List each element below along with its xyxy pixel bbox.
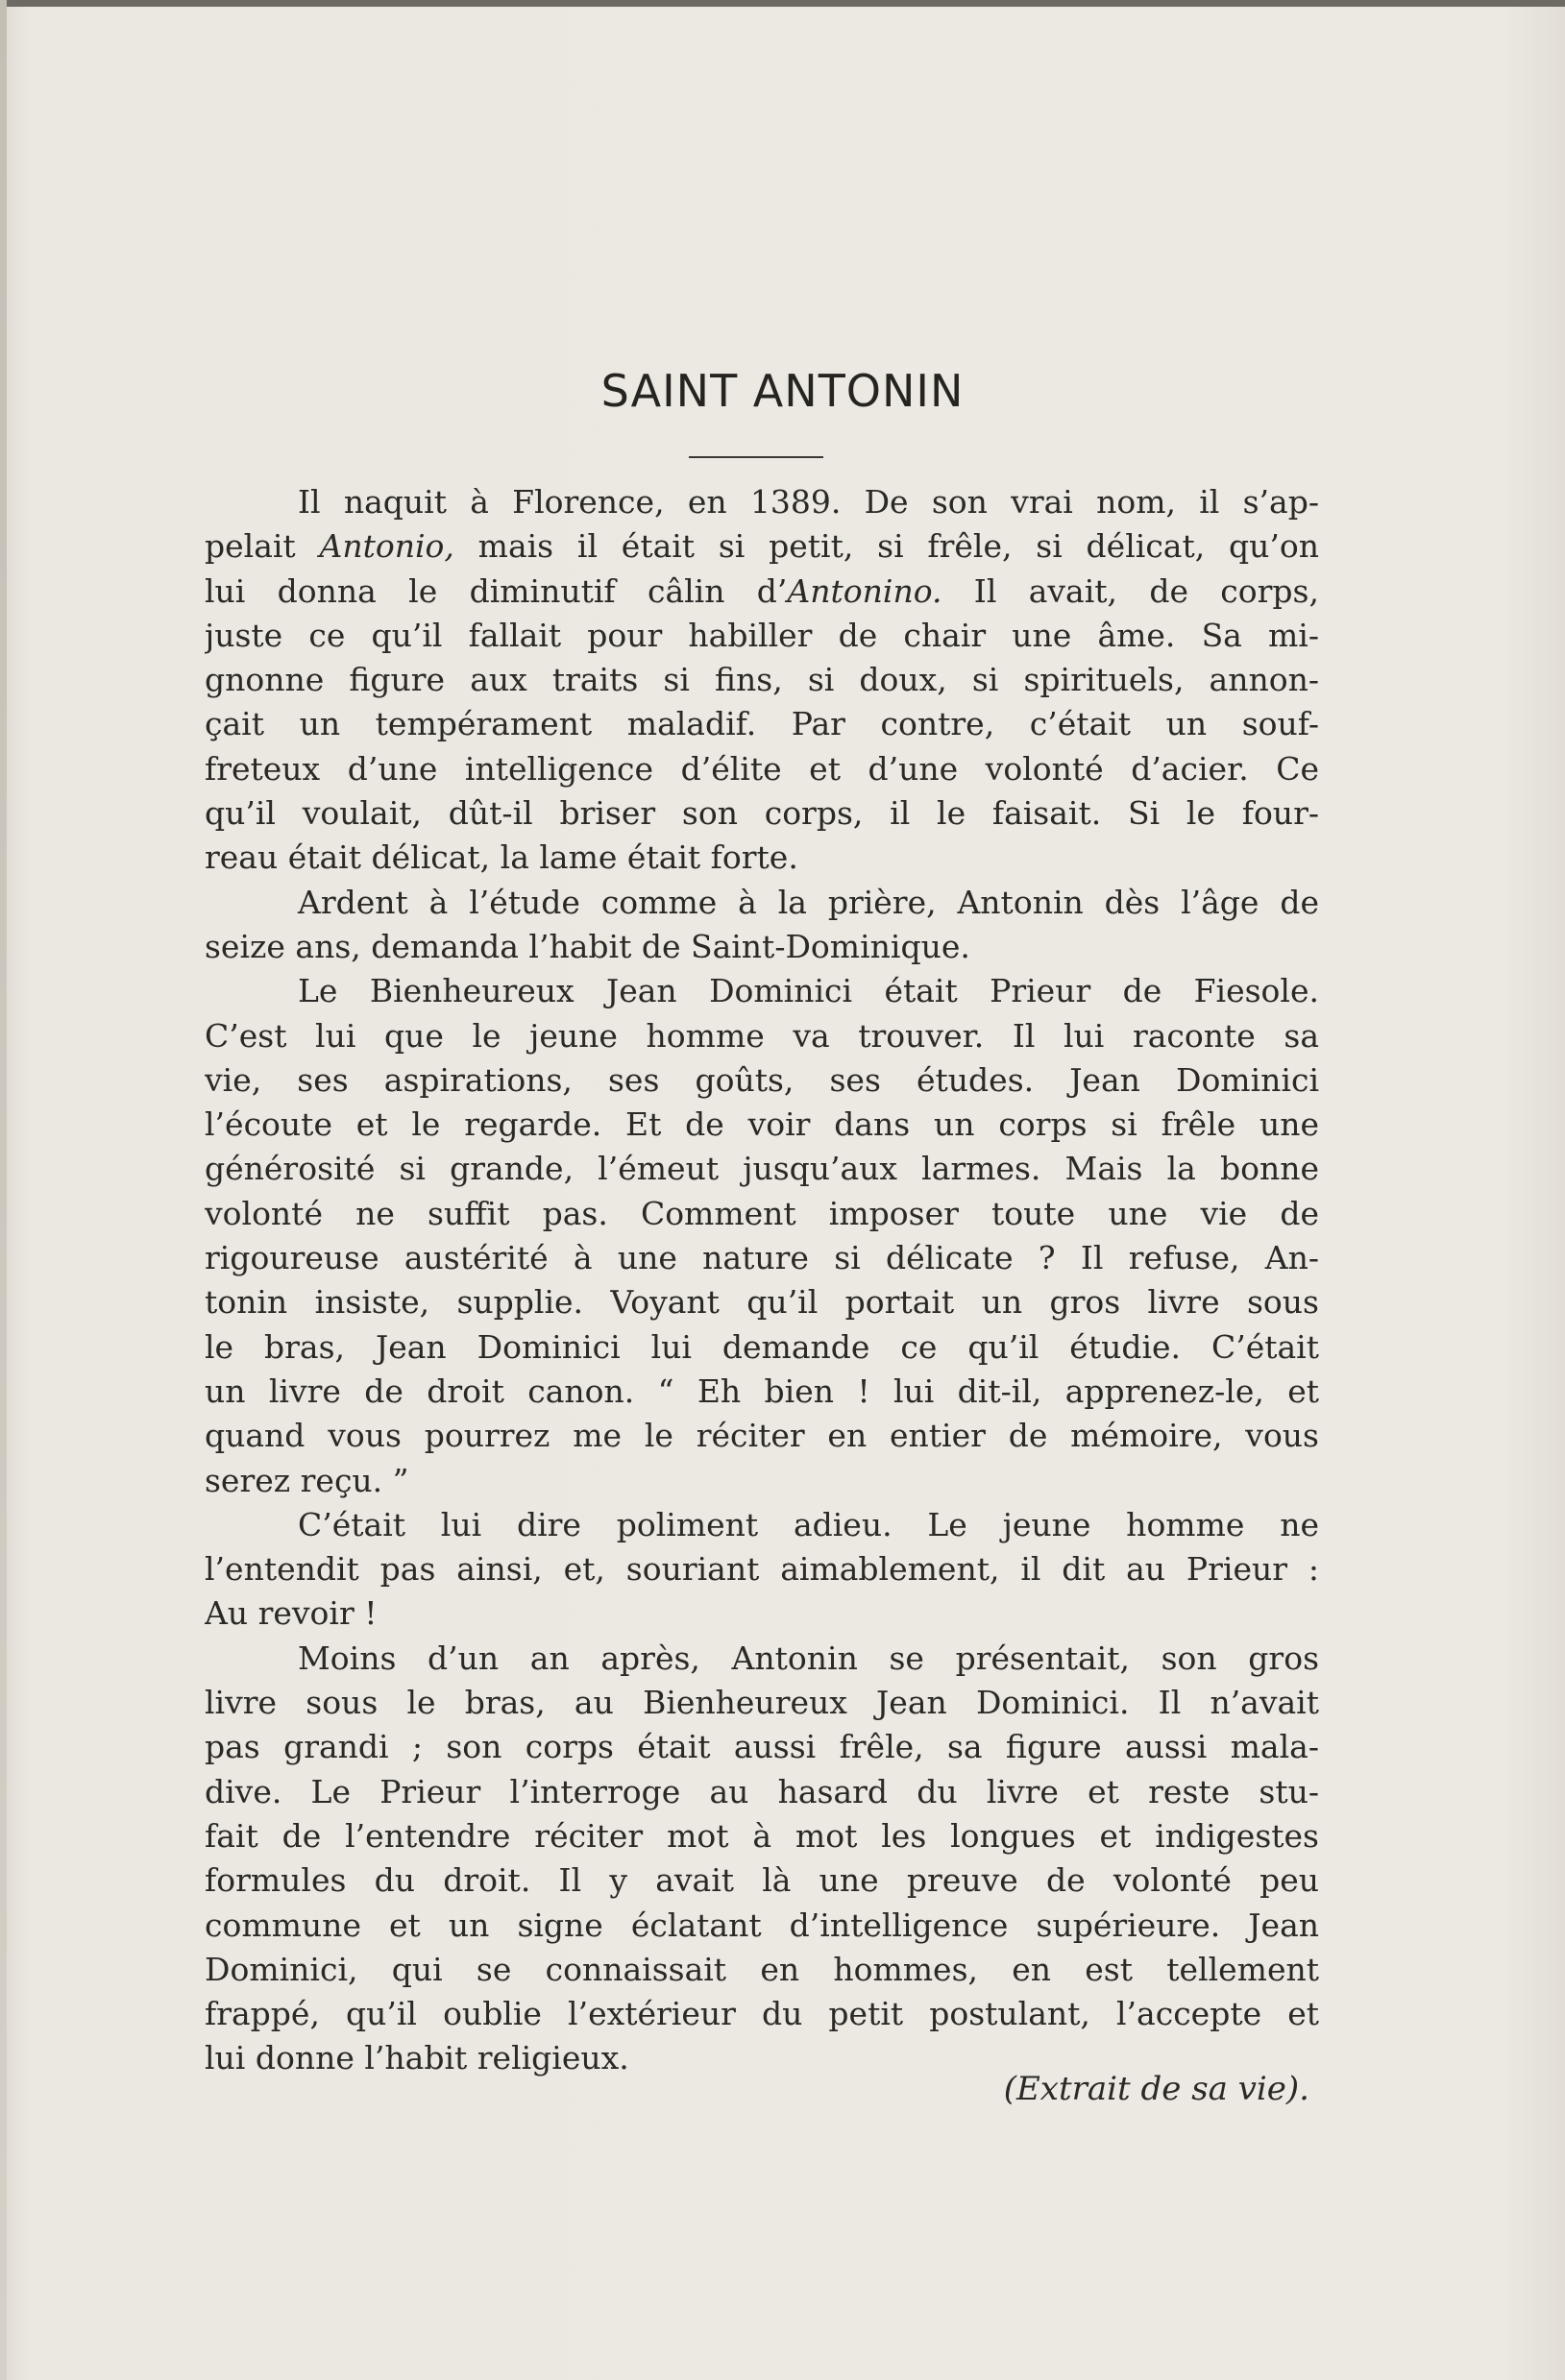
text-line-segment: serez reçu. ”: [205, 1461, 409, 1499]
text-line-segment: mais il était si petit, si frêle, si délicat, qu’on: [453, 527, 1319, 566]
text-line-segment: fait de l’entendre réciter mot à mot les longues et indigestes: [205, 1816, 1319, 1855]
text-line-segment: reau était délicat, la lame était forte.: [205, 838, 798, 877]
text-line: [205, 1637, 1319, 1681]
text-line: [205, 658, 1319, 702]
text-line: [205, 925, 1319, 969]
text-line: [205, 1904, 1319, 1948]
text-line-segment: C’était lui dire poliment adieu. Le jeune homme ne: [298, 1505, 1319, 1543]
italic-name: Antonio,: [319, 527, 454, 566]
text-line-segment: générosité si grande, l’émeut jusqu’aux larmes. Mais la bonne: [205, 1150, 1319, 1188]
text-line-segment: freteux d’une intelligence d’élite et d’une volonté d’acier. Ce: [205, 749, 1319, 788]
text-line-segment: gnonne figure aux traits si fins, si doux, si spirituels, annon-: [205, 661, 1319, 699]
page-title: SAINT ANTONIN: [600, 365, 965, 417]
text-line: [205, 524, 1319, 569]
text-line: [205, 570, 1319, 614]
text-line: [205, 1681, 1319, 1725]
text-line-segment: seize ans, demanda l’habit de Saint-Dominique.: [205, 927, 970, 965]
page-binding-edge: [0, 0, 7, 2380]
italic-name: Antonino.: [787, 571, 942, 610]
page-top-edge: [0, 0, 1565, 7]
text-line: [205, 1014, 1319, 1058]
text-line-segment: frappé, qu’il oublie l’extérieur du petit postulant, l’accepte et: [205, 1995, 1319, 2033]
text-line-segment: livre sous le bras, au Bienheureux Jean Dominici. Il n’avait: [205, 1684, 1319, 1722]
credit-close: ).: [1285, 2070, 1309, 2108]
text-line-segment: volonté ne suffit pas. Comment imposer toute une vie de: [205, 1194, 1319, 1232]
text-line: [205, 1147, 1319, 1191]
title-divider: [689, 456, 823, 458]
text-line: [205, 1725, 1319, 1769]
source-credit: [903, 2070, 1309, 2108]
text-line-segment: dive. Le Prieur l’interroge au hasard du livre et reste stu-: [205, 1772, 1319, 1810]
text-line-segment: vie, ses aspirations, ses goûts, ses études. Jean Dominici: [205, 1060, 1319, 1099]
text-line: [205, 1103, 1319, 1147]
text-line-segment: Il naquit à Florence, en 1389. De son vrai nom, il s’ap-: [298, 483, 1319, 521]
text-line-segment: Il avait, de corps,: [941, 571, 1319, 610]
text-line-segment: çait un tempérament maladif. Par contre, c’était un souf-: [205, 705, 1319, 743]
text-line: [205, 791, 1319, 836]
credit-text: Extrait de sa vie: [1015, 2070, 1286, 2108]
text-line: [205, 1858, 1319, 1903]
text-line-segment: lui donna le diminutif câlin d’: [205, 571, 788, 610]
text-line-segment: l’écoute et le regarde. Et de voir dans un corps si frêle une: [205, 1105, 1319, 1144]
text-line: [205, 1414, 1319, 1458]
text-line-segment: Moins d’un an après, Antonin se présentait, son gros: [298, 1639, 1319, 1677]
text-line: [205, 702, 1319, 746]
text-line: [205, 480, 1319, 524]
text-line: [205, 1591, 1319, 1636]
text-line-segment: formules du droit. Il y avait là une preuve de volonté peu: [205, 1861, 1319, 1900]
text-line-segment: quand vous pourrez me le réciter en entier de mémoire, vous: [205, 1417, 1319, 1455]
text-line: [205, 1814, 1319, 1858]
text-line: [205, 1280, 1319, 1324]
text-line-segment: pelait: [205, 527, 320, 566]
text-line-segment: C’est lui que le jeune homme va trouver. Il lui raconte sa: [205, 1016, 1319, 1055]
text-line-segment: Dominici, qui se connaissait en hommes, en est tellement: [205, 1950, 1319, 1988]
text-line-segment: rigoureuse austérité à une nature si délicate ? Il refuse, An-: [205, 1239, 1319, 1277]
text-line-segment: Ardent à l’étude comme à la prière, Antonin dès l’âge de: [298, 883, 1319, 921]
credit-open: (: [1003, 2070, 1016, 2108]
text-line: [205, 747, 1319, 791]
text-line-segment: pas grandi ; son corps était aussi frêle, sa figure aussi mala-: [205, 1728, 1319, 1766]
text-line: [205, 1192, 1319, 1236]
body-text: [205, 480, 1319, 2081]
text-line-segment: un livre de droit canon. “ Eh bien ! lui dit-il, apprenez-le, et: [205, 1372, 1319, 1410]
text-line-segment: qu’il voulait, dût-il briser son corps, il le faisait. Si le four-: [205, 794, 1319, 833]
text-line-segment: Le Bienheureux Jean Dominici était Prieur de Fiesole.: [298, 972, 1319, 1010]
text-line-segment: le bras, Jean Dominici lui demande ce qu’il étudie. C’était: [205, 1327, 1319, 1366]
text-line-segment: tonin insiste, supplie. Voyant qu’il portait un gros livre sous: [205, 1283, 1319, 1322]
text-line: [205, 1503, 1319, 1547]
text-line: [205, 1058, 1319, 1103]
text-line-segment: juste ce qu’il fallait pour habiller de chair une âme. Sa mi-: [205, 616, 1319, 654]
text-line-segment: Au revoir !: [205, 1594, 378, 1633]
text-line: [205, 1770, 1319, 1814]
text-line: [205, 1992, 1319, 2036]
text-line-segment: commune et un signe éclatant d’intelligence supérieure. Jean: [205, 1906, 1319, 1944]
text-line: [205, 1459, 1319, 1503]
text-line-segment: lui donne l’habit religieux.: [205, 2039, 629, 2077]
text-line: [205, 614, 1319, 658]
text-line: [205, 1236, 1319, 1280]
text-line: [205, 1325, 1319, 1370]
text-line: [205, 1370, 1319, 1414]
text-line: [205, 881, 1319, 925]
text-line: [205, 969, 1319, 1013]
text-line-segment: l’entendit pas ainsi, et, souriant aimablement, il dit au Prieur :: [205, 1550, 1319, 1589]
text-line: [205, 1948, 1319, 1992]
text-line: [205, 836, 1319, 880]
text-line: [205, 1547, 1319, 1591]
